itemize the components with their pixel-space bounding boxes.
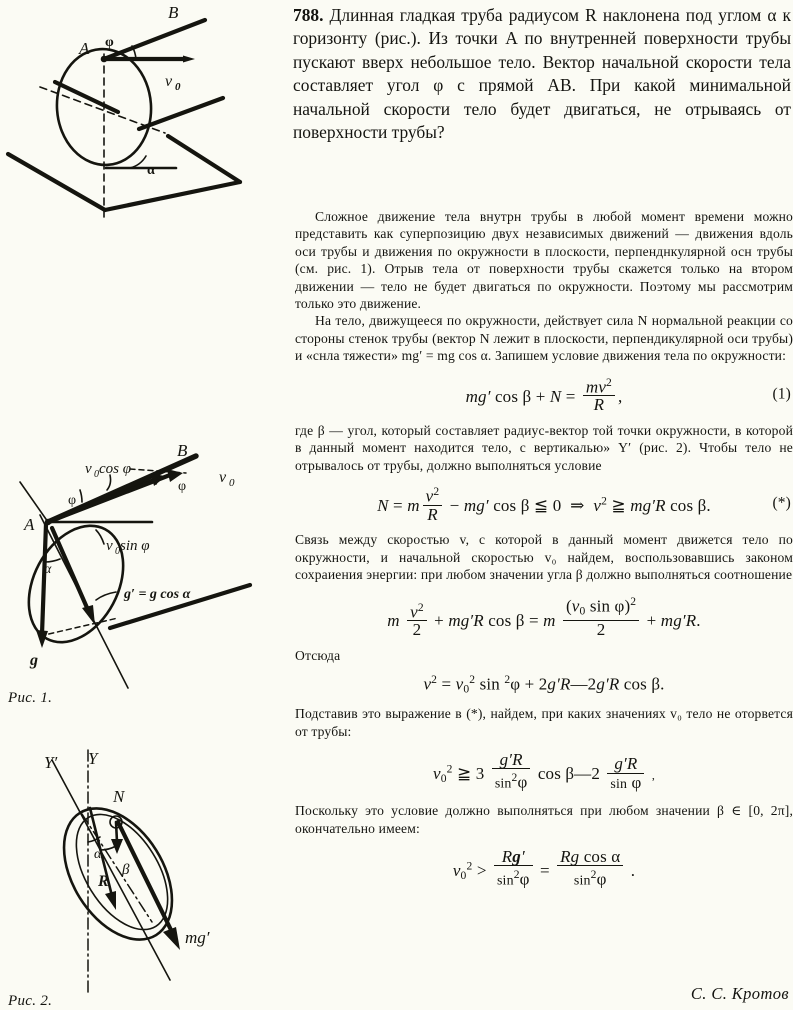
problem-number: 788. — [293, 5, 324, 25]
solution-paragraph-7: Поскольку это условие должно выполняться при любом значении β ∈ [0, 2π], окончательно имеем: — [295, 803, 793, 836]
fig1-label-A: A — [24, 515, 35, 534]
figure-top-inclined-tube — [0, 2, 285, 224]
equation-1-tag: (1) — [772, 385, 791, 403]
fig1-label-phi-2: φ — [178, 479, 187, 494]
svg-text:sin φ: sin φ — [120, 538, 150, 554]
fig2-label-N: N — [113, 787, 125, 806]
fig2-label-Y: Y — [88, 749, 98, 768]
problem-body: Длинная гладкая труба радиусом R наклонена под углом α к горизонту (рис.). Из точки A по внутренней поверхности трубы пускают вверх небольшое тело. Вектор начальной скорости тела составляет угол φ с прямой AB. При какой минимальной начальной скорости тело будет двигаться, не отрываясь от поверхности трубы? — [293, 5, 791, 143]
equation-star: N = m $\frac{v^2}{R}$ − mg′ cos β ≦ 0 ⇒ $v^2$ ≧ mg′R cos β. (*) — [377, 485, 791, 524]
problem-text-column — [293, 0, 793, 144]
author-attribution: С. С. Кротов — [690, 984, 789, 1003]
fig-top-label-v0-sub: 0 — [175, 81, 181, 93]
fig1-label-alpha: α — [44, 562, 52, 577]
fig1-point-a-marker — [45, 519, 51, 525]
equation-v0-inequality: $v_0^2$ ≧ 3 $\frac{g'R}{\sin^2\varphi}$ cos β—2 $\frac{g'R}{\text{sin φ}}$ , — [432, 750, 655, 792]
point-a-marker — [101, 56, 108, 63]
fig1-label-v0sinphi — [106, 538, 150, 557]
figure-column — [0, 0, 288, 1009]
svg-text:0: 0 — [115, 546, 120, 557]
fig-top-label-phi: φ — [105, 35, 114, 50]
fig2-label-alpha: α — [94, 847, 102, 862]
fig1-label-gprime: g′ = g cos α — [124, 587, 191, 602]
fig1-label-phi-1: φ — [68, 493, 77, 508]
fig1-label-v0 — [219, 469, 235, 489]
fig2-label-mgprime: mg′ — [185, 928, 210, 947]
figure-2-forces-on-body — [0, 738, 285, 1003]
svg-text:0: 0 — [229, 477, 235, 489]
fig-top-label-v0: v — [165, 73, 173, 90]
fig-top-label-B: B — [168, 3, 179, 22]
equation-energy: m $\frac{v^2}{2}$ + mg′R cos β = m $\frac{(v_0 \sin \varphi)^2}{2}$ + mg′R. — [387, 595, 701, 640]
fig1-label-B: B — [177, 441, 188, 460]
figure-1-caption: Рис. 1. — [8, 690, 53, 706]
svg-text:v: v — [106, 538, 113, 554]
fig2-label-Yprime: Y′ — [44, 753, 58, 772]
equation-star-tag: (*) — [772, 494, 791, 512]
solution-paragraph-3: где β — угол, который составляет радиус-вектор той точки окружности, в которой в данный момент находится тело, с вертикалью» Y′ (рис. 2). Чтобы тело не отрывалось от трубы, должно выполняться условие — [295, 422, 793, 473]
solution-paragraph-6: Подставив это выражение в (*), найдем, при каких значениях v₀ тело не оторвется от трубы: — [295, 706, 793, 739]
solution-paragraph-1: Сложное движение тела внутрн трубы в любой момент времени можно представить как суперпозицию двух независимых движений — движения вдоль оси трубы и движения по окружности в плоскости, перпенднкулярной осн трубы (см. рис. 1). Отрыв тела от поверхности трубы скажется только на втором движении — тело не будет двигаться по окружности. Поэтому мы рассмотрим только это движение. — [295, 209, 793, 312]
solution-paragraph-2: На тело, движущееся по окружности, действует сила N нормальной реакции со стороны стенок трубы (вектор N лежит в плоскости, перпендикулярной оси трубы) и «снла тяжести» mg′ = mg cos α. Запишем условие движения тела по окружности: — [295, 313, 793, 364]
equation-1: mg′ cos β + N = $\frac{mv^2}{R}$ , (1) — [465, 375, 791, 415]
solution-block — [295, 208, 793, 890]
svg-text:v: v — [85, 461, 92, 477]
equation-v2: $v^2 = v_0^2$ sin $^2$φ + 2g′R—2g′R cos β. — [423, 673, 665, 696]
fig-top-label-A: A — [79, 39, 90, 58]
fig2-label-R: R — [98, 873, 109, 890]
svg-text:v: v — [219, 469, 227, 486]
figure-2-caption: Рис. 2. — [8, 993, 53, 1009]
svg-text:0: 0 — [94, 469, 99, 480]
fig2-label-beta: β — [122, 862, 130, 878]
figure-1-velocity-decomposition — [0, 440, 285, 692]
svg-text:cos φ: cos φ — [99, 461, 132, 477]
fig-top-label-alpha: α — [147, 163, 155, 178]
problem-statement — [293, 0, 793, 144]
fig1-label-v0cosphi — [85, 461, 131, 480]
equation-final: $v_0^2$ > $\frac{Rg'}{\sin^2\varphi}$ = $\frac{\text{Rg cos α}}{\sin^2\varphi}$ . — [452, 846, 636, 889]
solution-paragraph-5: Отсюда — [295, 647, 341, 663]
fig1-label-g: g — [30, 652, 38, 669]
solution-paragraph-4: Связь между скоростью v, с которой в данный момент движется тело по окружности, и начальной скоростью v₀ найдем, воспользовавшись законом сохраиения энергии: при любом значении угла β должно выполняться соотношение — [295, 532, 793, 582]
